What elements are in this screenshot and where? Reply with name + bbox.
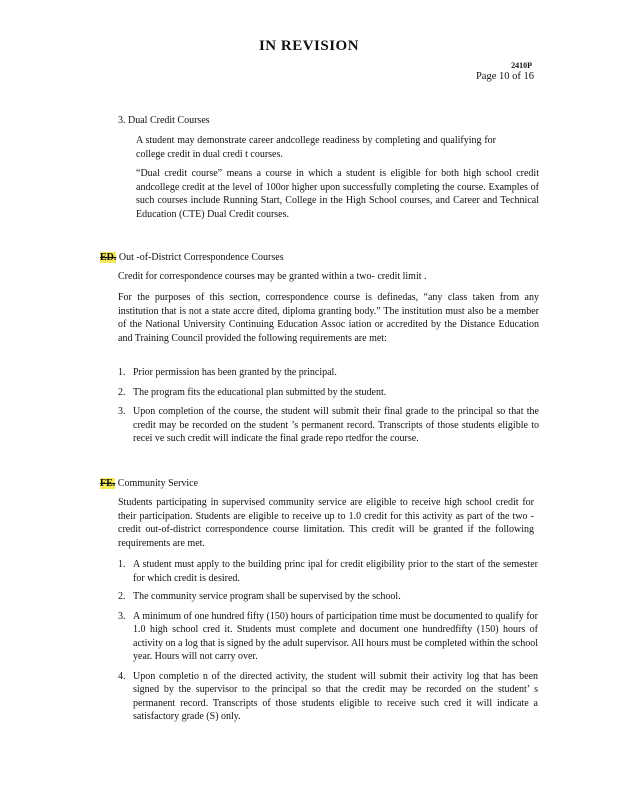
section-e-heading: Out -of-District Correspondence Courses — [118, 252, 284, 263]
document-title: IN REVISION — [258, 38, 360, 54]
section-f-heading: Community Service — [117, 478, 199, 489]
list-item-number: 1. — [118, 559, 126, 570]
list-item-text: A student must apply to the building princ ipal for credit eligibility prior to the start of the semester for which credit is desired. — [133, 559, 538, 584]
list-item — [118, 610, 538, 664]
list-item-text: The program fits the educational plan submitted by the student. — [133, 386, 387, 398]
list-item — [118, 366, 539, 380]
list-item-number: 1. — [118, 367, 126, 378]
section-e-marker: ED. — [100, 252, 117, 263]
section-e-list — [118, 366, 539, 446]
list-item-text: Upon completion of the course, the student will submit their final grade to the principal so that the credit may be recorded on the student ’s permanent record. Transcripts of those students eligible to recei ve such credit will indicate the final grade repo rtedfor the course. — [133, 406, 539, 444]
section-f-list — [118, 558, 538, 724]
section-f-paragraph-1: Students participating in supervised community service are eligible to receive high school credit for their participation. Students are eligible to receive up to 1.0 credit for this activity as part of the two -credit out-of-district correspondence course limitation. This credit will be granted if the following requirements are met. — [118, 497, 534, 549]
section-e-heading-line — [100, 251, 284, 264]
list-item — [118, 386, 539, 400]
list-item — [118, 558, 538, 585]
list-item-text: Upon completio n of the directed activity, the student will submit their activity log that has been signed by the supervisor to the principal so that the credit may be recorded on the student’ s permanent record. Transcripts of those students eligible to receive such cred it will indicate a satisfactory grade (S) only. — [133, 670, 538, 722]
section-e-paragraph-1: Credit for correspondence courses may be granted within a two- credit limit . — [118, 271, 427, 282]
list-item-number: 2. — [118, 591, 126, 602]
list-item — [118, 405, 539, 446]
section-e-paragraph-2: For the purposes of this section, correspondence course is definedas, “any class taken from any institution that is not a state accre dited, diploma granting body.” The institution must also be a member of the National University Continuing Education Assoc iation or accredited by the Distance Education and Training Council provided the following requirements are met: — [118, 292, 539, 344]
list-item — [118, 590, 538, 604]
list-item-number: 3. — [118, 610, 126, 622]
list-item-number: 2. — [118, 386, 126, 398]
section-f-marker: FE. — [100, 478, 116, 489]
section-3-paragraph-1: A student may demonstrate career andcollege readiness by completing and qualifying for college credit in dual credi t courses. — [136, 135, 496, 160]
policy-code: 2410P — [511, 61, 532, 70]
list-item-number: 3. — [118, 406, 126, 417]
section-3-paragraph-2: “Dual credit course” means a course in which a student is eligible for both high school credit andcollege credit at the level of 100or higher upon successfully completing the course. Examples of such courses include Running Start, College in the High School courses, and Career and Technical Education (CTE) Dual Credit courses. — [136, 168, 539, 220]
page-number: Page 10 of 16 — [475, 71, 534, 82]
list-item-text: Prior permission has been granted by the principal. — [133, 367, 337, 378]
section-f-heading-line — [100, 477, 198, 490]
list-item-text: A minimum of one hundred fifty (150) hours of participation time must be documented to qualify for 1.0 high school cred it. Students must complete and document one hundredfifty (150) hours of activity on a log that is signed by the adult supervisor. All hours must be completed within the school year. Hours will not carry over. — [133, 610, 538, 662]
list-item — [118, 670, 538, 724]
section-3-heading: 3. Dual Credit Courses — [118, 115, 210, 126]
list-item-number: 4. — [118, 670, 126, 682]
list-item-text: The community service program shall be supervised by the school. — [133, 591, 401, 602]
